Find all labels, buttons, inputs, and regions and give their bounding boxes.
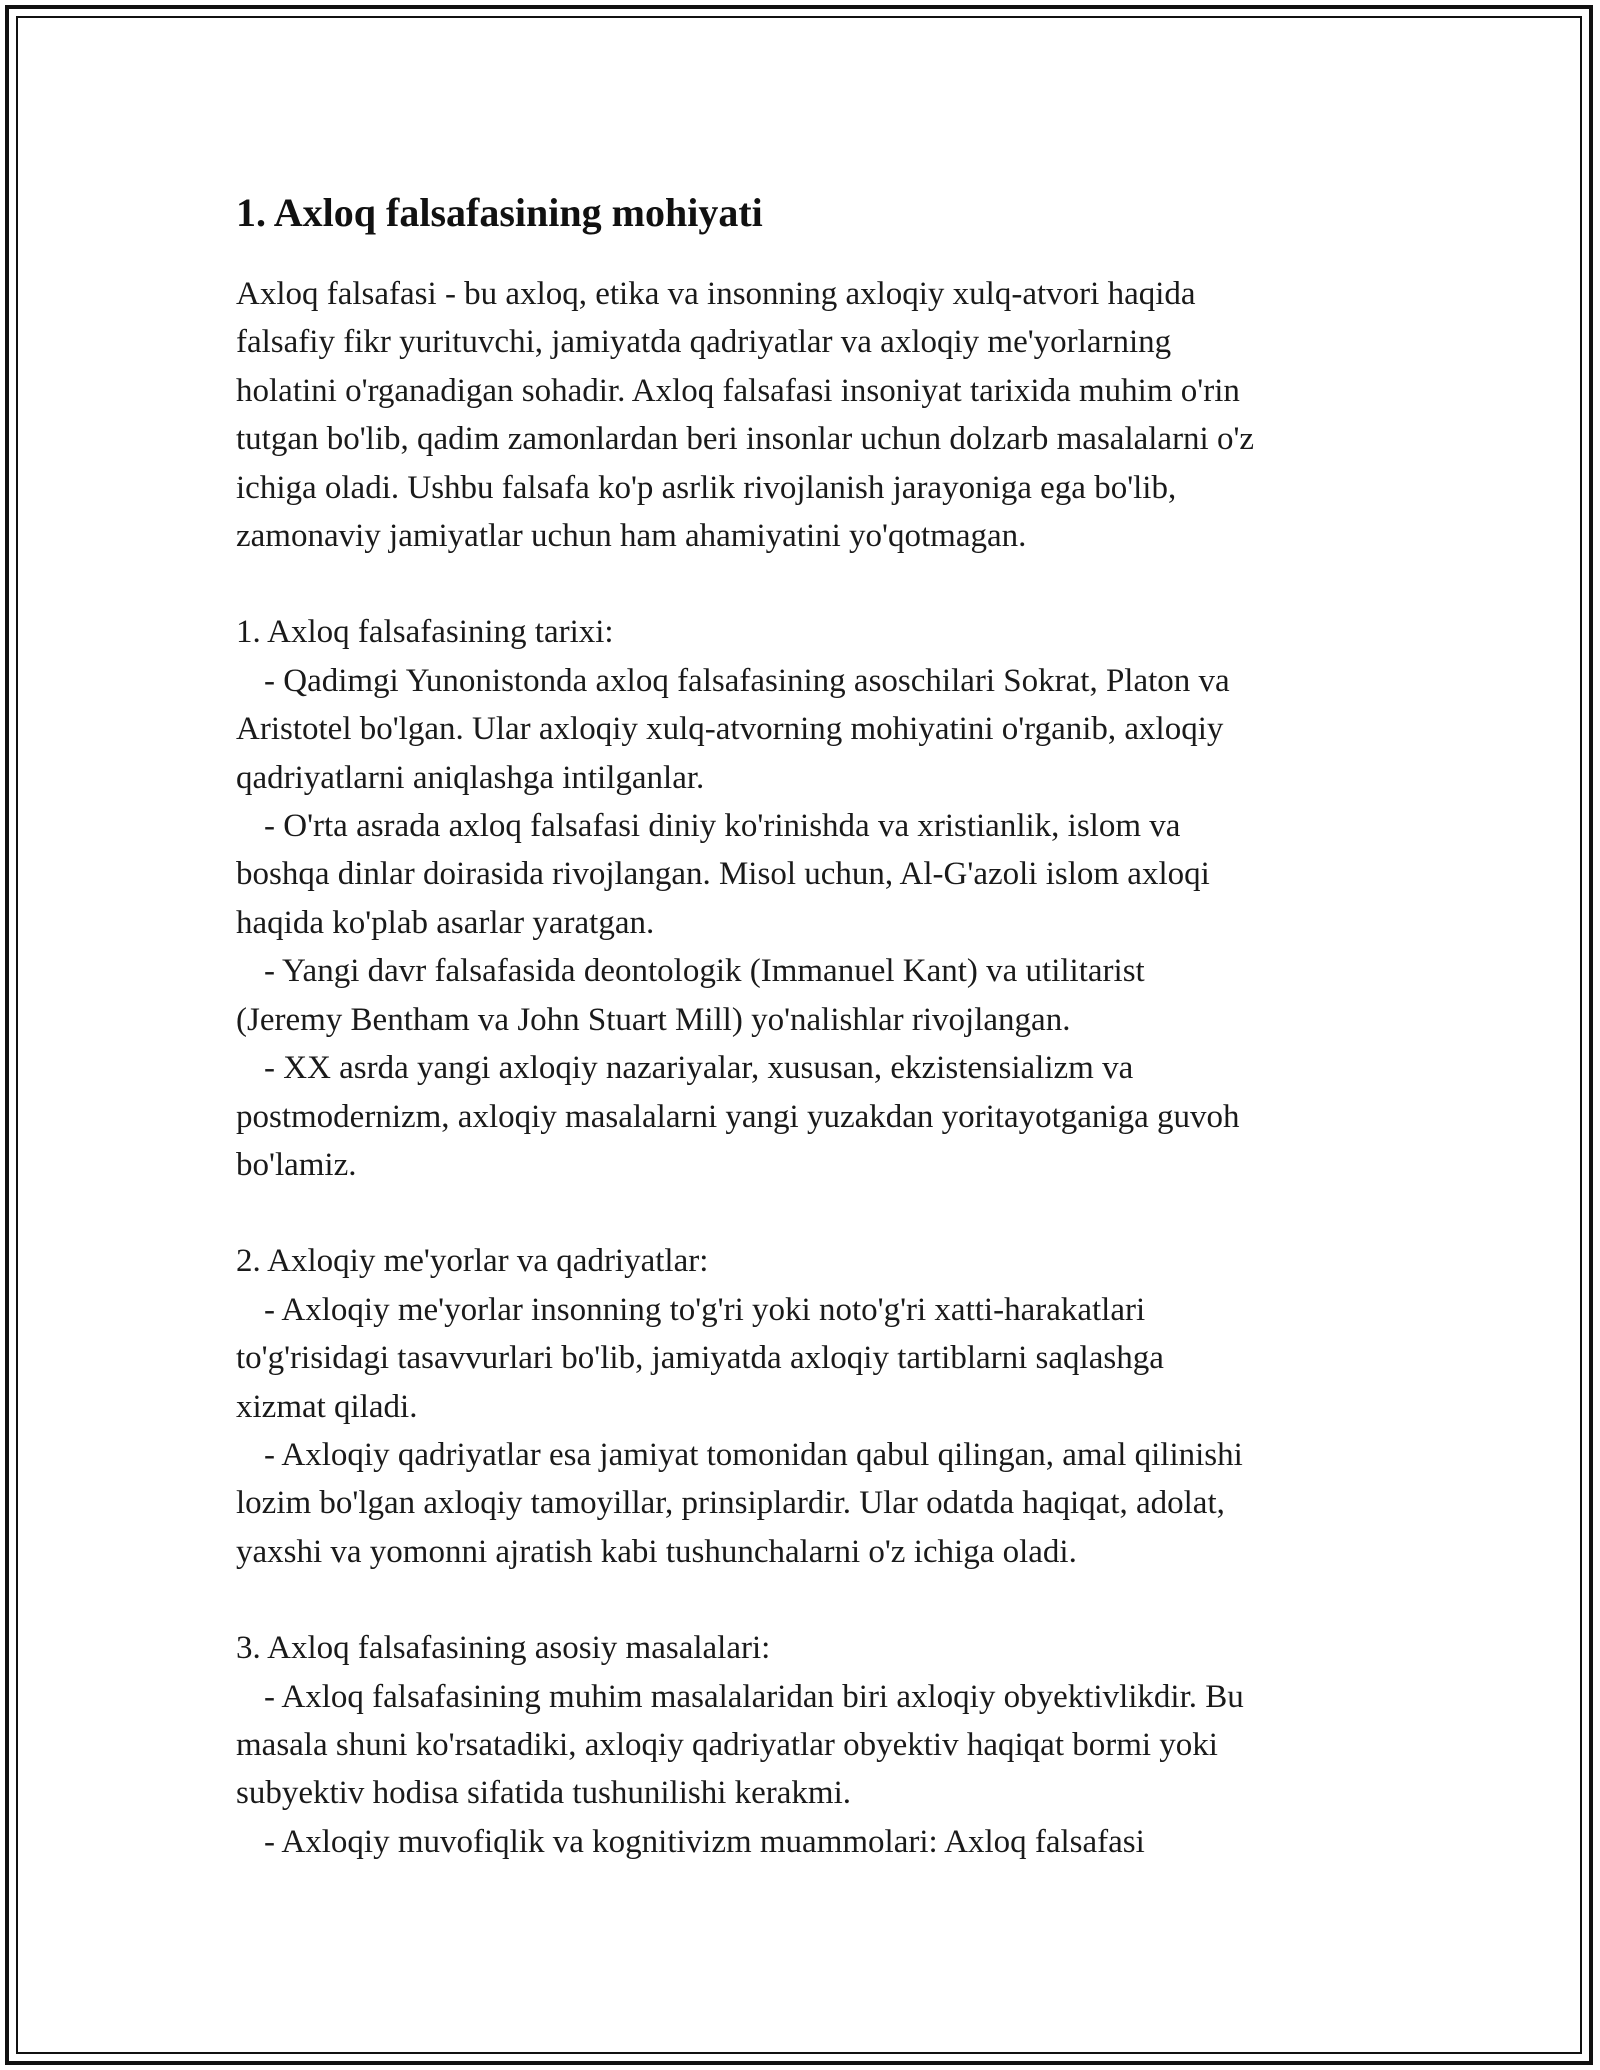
list-item	[236, 802, 1400, 947]
intro-line: zamonaviy jamiyatlar uchun ham ahamiyatini yo'qotmagan.	[236, 518, 1027, 555]
item-line: Aristotel bo'lgan. Ular axloqiy xulq-atvorning mohiyatini o'rganib, axloqiy	[236, 711, 1224, 748]
item-line: haqida ko'plab asarlar yaratgan.	[236, 904, 655, 941]
list-item	[236, 1673, 1400, 1818]
section-history	[236, 608, 1400, 1189]
intro-line: falsafiy fikr yurituvchi, jamiyatda qadriyatlar va axloqiy me'yorlarning	[236, 324, 1172, 361]
item-line: masala shuni ko'rsatadiki, axloqiy qadriyatlar obyektiv haqiqat bormi yoki	[236, 1726, 1218, 1763]
item-line: - Axloqiy muvofiqlik va kognitivizm muammolari: Axloq falsafasi	[264, 1823, 1145, 1860]
list-item	[236, 947, 1400, 1044]
item-line: - Axloqiy qadriyatlar esa jamiyat tomonidan qabul qilingan, amal qilinishi	[264, 1436, 1243, 1473]
item-line: - Axloqiy me'yorlar insonning to'g'ri yoki noto'g'ri xatti-harakatlari	[264, 1291, 1146, 1328]
section-heading: 2. Axloqiy me'yorlar va qadriyatlar:	[236, 1243, 709, 1280]
paragraph-spacer	[236, 1189, 1400, 1237]
item-line: (Jeremy Bentham va John Stuart Mill) yo'nalishlar rivojlangan.	[236, 1001, 1071, 1038]
item-line: yaxshi va yomonni ajratish kabi tushunchalarni o'z ichiga oladi.	[236, 1533, 1077, 1570]
item-line: - XX asrda yangi axloqiy nazariyalar, xususan, ekzistensializm va	[264, 1050, 1134, 1087]
document-title: 1. Axloq falsafasining mohiyati	[236, 190, 763, 235]
item-line: - Axloq falsafasining muhim masalalaridan biri axloqiy obyektivlikdir. Bu	[264, 1678, 1244, 1715]
list-item	[236, 1431, 1400, 1576]
item-line: - Yangi davr falsafasida deontologik (Immanuel Kant) va utilitarist	[264, 953, 1145, 990]
item-line: - Qadimgi Yunonistonda axloq falsafasining asoschilari Sokrat, Platon va	[264, 662, 1230, 699]
list-item	[236, 1818, 1400, 1866]
section-main-issues	[236, 1624, 1400, 1866]
item-line: - O'rta asrada axloq falsafasi diniy ko'rinishda va xristianlik, islom va	[264, 808, 1181, 845]
item-line: xizmat qiladi.	[236, 1388, 418, 1425]
paragraph-spacer	[236, 560, 1400, 608]
intro-line: Axloq falsafasi - bu axloq, etika va insonning axloqiy xulq-atvori haqida	[236, 276, 1196, 312]
item-line: lozim bo'lgan axloqiy tamoyillar, prinsiplardir. Ular odatda haqiqat, adolat,	[236, 1485, 1225, 1522]
intro-line: tutgan bo'lib, qadim zamonlardan beri insonlar uchun dolzarb masalalarni o'z	[236, 421, 1255, 458]
section-norms-values	[236, 1237, 1400, 1576]
item-line: to'g'risidagi tasavvurlari bo'lib, jamiyatda axloqiy tartiblarni saqlashga	[236, 1340, 1164, 1377]
list-item	[236, 1044, 1400, 1189]
section-heading: 1. Axloq falsafasining tarixi:	[236, 614, 614, 651]
item-line: postmodernizm, axloqiy masalalarni yangi yuzakdan yoritayotganiga guvoh	[236, 1098, 1240, 1135]
item-line: boshqa dinlar doirasida rivojlangan. Misol uchun, Al-G'azoli islom axloqi	[236, 856, 1210, 893]
item-line: subyektiv hodisa sifatida tushunilishi kerakmi.	[236, 1775, 852, 1812]
list-item	[236, 657, 1400, 802]
item-line: qadriyatlarni aniqlashga intilganlar.	[236, 759, 705, 796]
intro-line: holatini o'rganadigan sohadir. Axloq falsafasi insoniyat tarixida muhim o'rin	[236, 372, 1240, 409]
list-item	[236, 1286, 1400, 1431]
section-heading: 3. Axloq falsafasining asosiy masalalari:	[236, 1630, 771, 1667]
intro-line: ichiga oladi. Ushbu falsafa ko'p asrlik rivojlanish jarayoniga ega bo'lib,	[236, 469, 1177, 506]
paragraph-spacer	[236, 1576, 1400, 1624]
item-line: bo'lamiz.	[236, 1146, 357, 1183]
document-body	[236, 186, 1400, 1866]
intro-paragraph	[236, 270, 1400, 560]
